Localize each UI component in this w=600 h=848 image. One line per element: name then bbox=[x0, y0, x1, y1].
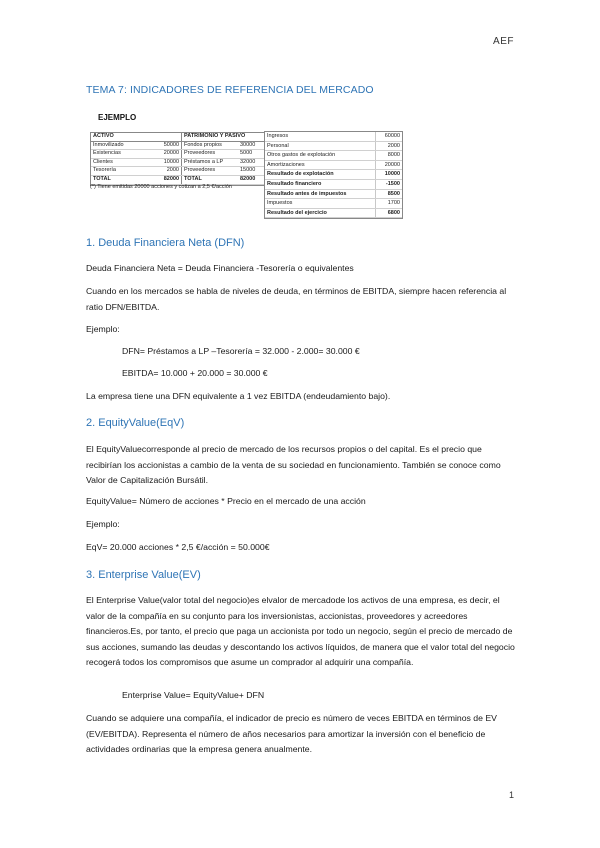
balance-row bbox=[91, 167, 264, 176]
section1-conclusion: La empresa tiene una DFN equivalente a 1 vez EBITDA (endeudamiento bajo). bbox=[86, 391, 391, 401]
header-code: AEF bbox=[493, 36, 514, 47]
income-row bbox=[265, 199, 402, 209]
balance-liability-label: Proveedores bbox=[184, 150, 216, 157]
balance-header-assets: ACTIVO bbox=[93, 133, 114, 139]
balance-rows bbox=[91, 142, 264, 185]
income-label: Resultado del ejercicio bbox=[267, 209, 327, 216]
balance-asset-value: 50000 bbox=[155, 142, 182, 150]
income-value: 6800 bbox=[375, 209, 402, 218]
section3-paragraph2: Cuando se adquiere una compañía, el indicador de precio es número de veces EBITDA en términos de EV (EV/EBITDA). Representa el número de años necesarios para amortizar la inversión con el beneficio de actividades ordinarias que la empresa genera anualmente. bbox=[86, 713, 497, 754]
income-value: -1500 bbox=[375, 180, 402, 189]
balance-asset-value: 10000 bbox=[155, 159, 182, 167]
balance-asset-label: TOTAL bbox=[93, 175, 111, 182]
income-label: Resultado antes de impuestos bbox=[267, 190, 347, 197]
page-number: 1 bbox=[508, 790, 514, 800]
balance-row bbox=[91, 150, 264, 159]
income-row bbox=[265, 161, 402, 171]
income-value: 2000 bbox=[375, 142, 402, 151]
example-label: EJEMPLO bbox=[98, 113, 137, 122]
section2-calc: EqV= 20.000 acciones * 2,5 €/acción = 50.000€ bbox=[86, 542, 270, 552]
income-row bbox=[265, 180, 402, 190]
balance-asset-label: Existencias bbox=[93, 150, 121, 157]
balance-asset-label: Inmovilizado bbox=[93, 141, 124, 148]
section1-calc-dfn: DFN= Préstamos a LP –Tesorería = 32.000 - 2.000= 30.000 € bbox=[122, 346, 360, 356]
income-label: Personal bbox=[267, 142, 289, 149]
balance-row bbox=[91, 159, 264, 168]
income-label: Resultado financiero bbox=[267, 180, 322, 187]
section3-formula: Enterprise Value= EquityValue+ DFN bbox=[122, 690, 265, 700]
balance-liability-value: 5000 bbox=[240, 150, 253, 157]
balance-header-row bbox=[91, 133, 264, 142]
income-row bbox=[265, 170, 402, 180]
income-row bbox=[265, 132, 402, 142]
section1-heading: 1. Deuda Financiera Neta (DFN) bbox=[86, 237, 245, 249]
balance-asset-value: 82000 bbox=[155, 176, 182, 184]
income-row bbox=[265, 151, 402, 161]
balance-footnote: (*) Tiene emitidas 20000 acciones y cotizan a 2,5 €/acción bbox=[90, 184, 232, 190]
income-row bbox=[265, 190, 402, 200]
section1-calc-ebitda: EBITDA= 10.000 + 20.000 = 30.000 € bbox=[122, 368, 268, 378]
income-label: Resultado de explotación bbox=[267, 171, 334, 178]
income-value: 20000 bbox=[375, 161, 402, 170]
income-label: Otros gastos de explotación bbox=[267, 152, 336, 159]
income-label: Ingresos bbox=[267, 133, 289, 139]
balance-liability-value: 15000 bbox=[240, 167, 256, 174]
balance-asset-value: 2000 bbox=[155, 167, 182, 175]
section2-formula: EquityValue= Número de acciones * Precio en el mercado de una acción bbox=[86, 496, 366, 506]
income-row bbox=[265, 209, 402, 219]
income-label: Impuestos bbox=[267, 200, 293, 207]
topic-title: TEMA 7: INDICADORES DE REFERENCIA DEL MERCADO bbox=[86, 84, 374, 96]
balance-asset-value: 20000 bbox=[155, 150, 182, 158]
income-rows bbox=[265, 132, 402, 218]
income-value: 8500 bbox=[375, 190, 402, 199]
balance-asset-label: Clientes bbox=[93, 158, 113, 165]
income-value: 60000 bbox=[375, 132, 402, 141]
section2-example-label: Ejemplo: bbox=[86, 519, 120, 529]
balance-liability-label: TOTAL bbox=[184, 175, 202, 182]
section3-heading: 3. Enterprise Value(EV) bbox=[86, 569, 201, 581]
balance-header-blank bbox=[155, 133, 182, 141]
section1-formula: Deuda Financiera Neta = Deuda Financiera -Tesorería o equivalentes bbox=[86, 263, 354, 273]
balance-sheet-table bbox=[90, 132, 265, 186]
income-row bbox=[265, 142, 402, 152]
balance-header-blank2 bbox=[238, 133, 264, 141]
income-label: Amortizaciones bbox=[267, 161, 305, 168]
balance-header-liabilities: PATRIMONIO Y PASIVO bbox=[184, 133, 246, 139]
section1-example-label: Ejemplo: bbox=[86, 324, 120, 334]
balance-liability-label: Préstamos a LP bbox=[184, 158, 224, 165]
section1-paragraph: Cuando en los mercados se habla de niveles de deuda, en términos de EBITDA, siempre hacen referencia al ratio DFN/EBITDA. bbox=[86, 286, 507, 312]
income-value: 8000 bbox=[375, 151, 402, 160]
income-statement-table bbox=[264, 131, 403, 219]
balance-liability-label: Fondos propios bbox=[184, 141, 222, 148]
balance-row bbox=[91, 142, 264, 151]
section2-paragraph: El EquityValuecorresponde al precio de mercado de los recursos propios o del capital. Es el precio que recibirían los accionistas a cambio de la venta de su sociedad en funcionamiento. También se conoce como Valor de Capitalización Bursátil. bbox=[86, 444, 501, 485]
income-value: 1700 bbox=[375, 199, 402, 208]
balance-asset-label: Tesorería bbox=[93, 167, 116, 174]
section2-heading: 2. EquityValue(EqV) bbox=[86, 417, 185, 429]
balance-liability-value: 30000 bbox=[240, 141, 256, 148]
balance-liability-value: 32000 bbox=[240, 158, 256, 165]
balance-liability-label: Proveedores bbox=[184, 167, 216, 174]
income-value: 10000 bbox=[375, 170, 402, 179]
section3-paragraph: El Enterprise Value(valor total del negocio)es elvalor de mercadode los activos de una empresa, es decir, el valor de la compañía en su conjunto para los inversionistas, accionistas, proveedores y acreedores financieros.Es, por tanto, el precio que paga un accionista por todo un negocio, según el precio de mercado de sus acciones, sumando las deudas y descontando los activos líquidos, de manera que el valor total del negocio recogerá todos los compromisos que asume un comprador al adquirir una compañía. bbox=[86, 595, 515, 667]
balance-liability-value: 82000 bbox=[240, 175, 256, 182]
